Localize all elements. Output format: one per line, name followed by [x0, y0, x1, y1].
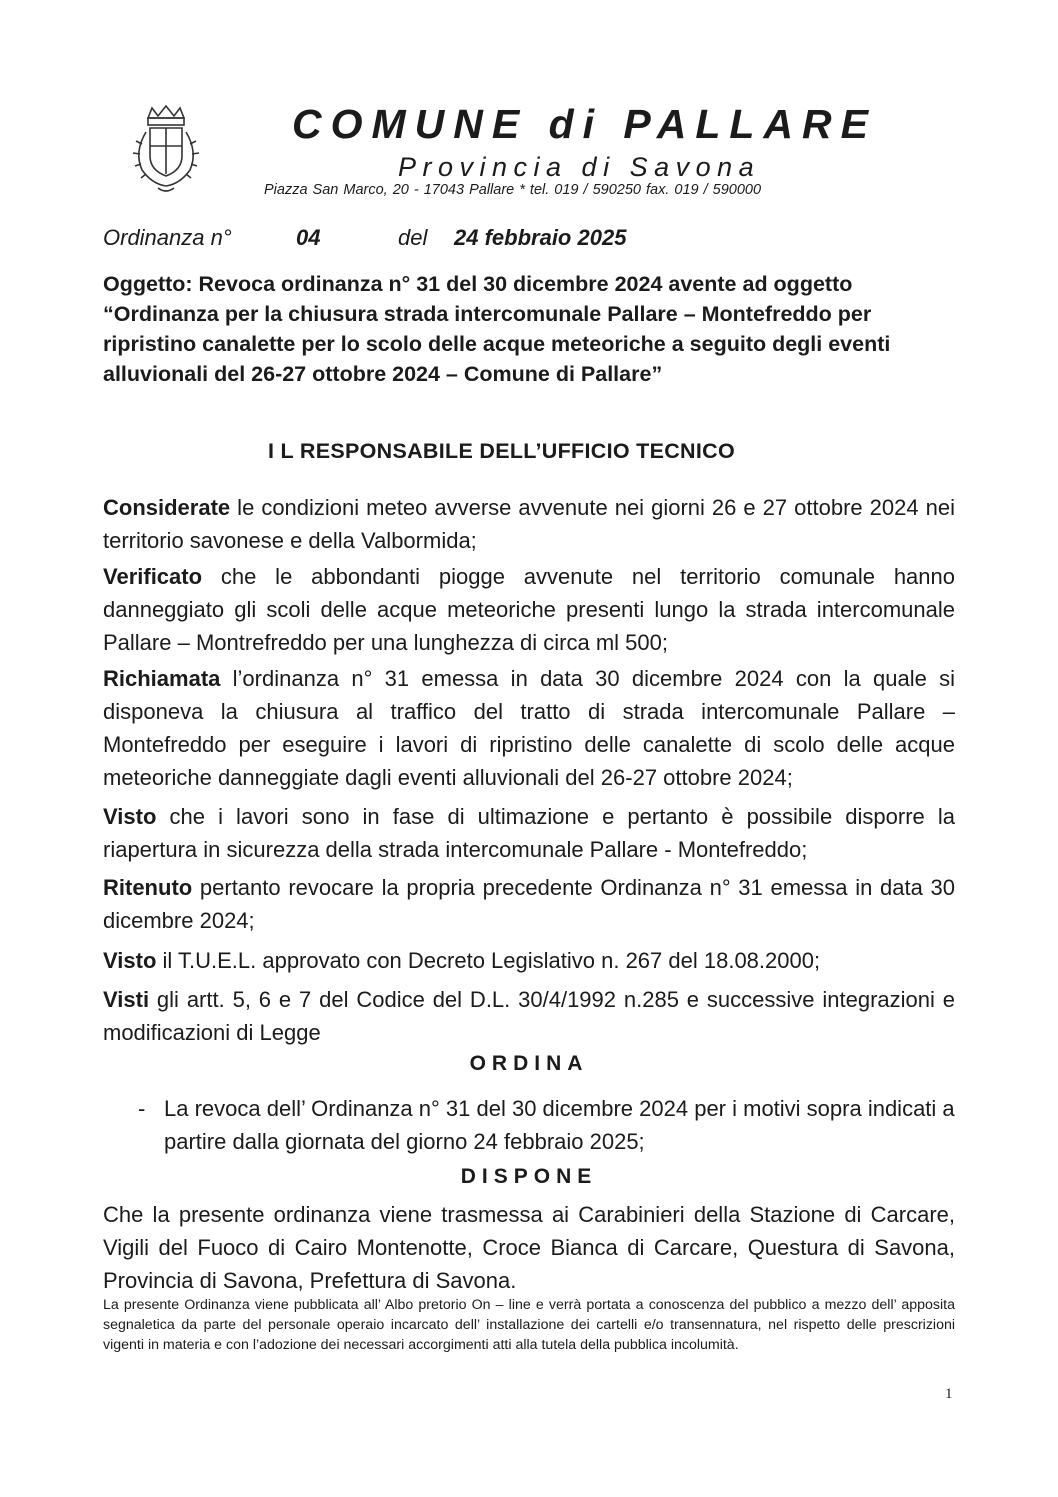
recital-visto-tuel: [103, 944, 955, 977]
municipality-address: Piazza San Marco, 20 - 17043 Pallare * tel. 019 / 590250 fax. 019 / 590000: [264, 182, 762, 198]
ordinance-date-label: del: [398, 225, 428, 250]
recital-text: pertanto revocare la propria precedente Ordinanza n° 31 emessa in data 30 dicembre 2024;: [103, 875, 955, 933]
ordina-item-text: La revoca dell’ Ordinanza n° 31 del 30 dicembre 2024 per i motivi sopra indicati a partire dalla giornata del giorno 24 febbraio 2025;: [164, 1096, 955, 1154]
recital-richiamata: [103, 662, 955, 794]
publication-note: La presente Ordinanza viene pubblicata all’ Albo pretorio On – line e verrà portata a conoscenza del pubblico a mezzo dell’ apposita segnaletica da parte del personale operaio incarcato dell’ installazione dei cartelli e/o transennatura, nel rispetto delle prescrizioni vigenti in materia e con l’adozione dei necessari accorgimenti atti alla tutela della pubblica incolumità.: [103, 1297, 955, 1353]
dispone-text: Che la presente ordinanza viene trasmessa ai Carabinieri della Stazione di Carcare, Vigili del Fuoco di Cairo Montenotte, Croce Bianca di Carcare, Questura di Savona, Provincia di Savona, Prefettura di Savona.: [103, 1202, 955, 1293]
recital-text: l’ordinanza n° 31 emessa in data 30 dicembre 2024 con la quale si disponeva la chiusura al traffico del tratto di strada intercomunale Pallare – Montefreddo per eseguire i lavori di ripristino delle canalette di scolo delle acque meteoriche danneggiate dagli eventi alluvionali del 26-27 ottobre 2024;: [103, 666, 955, 790]
recital-lead: Visti: [103, 987, 150, 1012]
recital-visto-lavori: [103, 800, 955, 866]
recital-lead: Visto: [103, 948, 157, 973]
recital-lead: Considerate: [103, 495, 231, 520]
recital-verificato: [103, 560, 955, 659]
bullet-dash: -: [138, 1096, 146, 1121]
recital-lead: Richiamata: [103, 666, 221, 691]
office-heading: I L RESPONSABILE DELL’UFFICIO TECNICO: [268, 439, 736, 463]
subject: Oggetto: Revoca ordinanza n° 31 del 30 dicembre 2024 avente ad oggetto “Ordinanza per la chiusura strada intercomunale Pallare – Montefreddo per ripristino canalette per lo scolo delle acque meteoriche a seguito degli eventi alluvionali del 26-27 ottobre 2024 – Comune di Pallare”: [103, 272, 891, 386]
recital-text: che le abbondanti piogge avvenute nel territorio comunale hanno danneggiato gli scoli delle acque meteoriche presenti lungo la strada intercomunale Pallare – Montrefreddo per una lunghezza di circa ml 500;: [103, 564, 955, 655]
recital-text: il T.U.E.L. approvato con Decreto Legislativo n. 267 del 18.08.2000;: [156, 948, 821, 973]
recital-text: gli artt. 5, 6 e 7 del Codice del D.L. 30/4/1992 n.285 e successive integrazioni e modificazioni di Legge: [103, 987, 955, 1045]
province-subtitle: Provincia di Savona: [398, 152, 761, 182]
ordinance-date: 24 febbraio 2025: [454, 225, 627, 250]
page-number: 1: [945, 1386, 953, 1402]
dispone-heading: DISPONE: [460, 1165, 598, 1188]
recital-text: le condizioni meteo avverse avvenute nei giorni 26 e 27 ottobre 2024 nei territorio savonese e della Valbormida;: [103, 495, 955, 553]
ordinance-number: 04: [296, 225, 321, 250]
ordina-heading: ORDINA: [469, 1052, 589, 1075]
recital-ritenuto: [103, 871, 955, 937]
recital-considerate: [103, 491, 955, 557]
municipal-crest-icon: [128, 104, 204, 198]
municipality-title: COMUNE di PALLARE: [292, 101, 878, 147]
recital-lead: Verificato: [103, 564, 203, 589]
ordinance-label: Ordinanza n°: [103, 225, 232, 250]
recital-lead: Visto: [103, 804, 157, 829]
recital-lead: Ritenuto: [103, 875, 193, 900]
recital-visti: [103, 983, 955, 1049]
recital-text: che i lavori sono in fase di ultimazione e pertanto è possibile disporre la riapertura in sicurezza della strada intercomunale Pallare - Montefreddo;: [103, 804, 955, 862]
